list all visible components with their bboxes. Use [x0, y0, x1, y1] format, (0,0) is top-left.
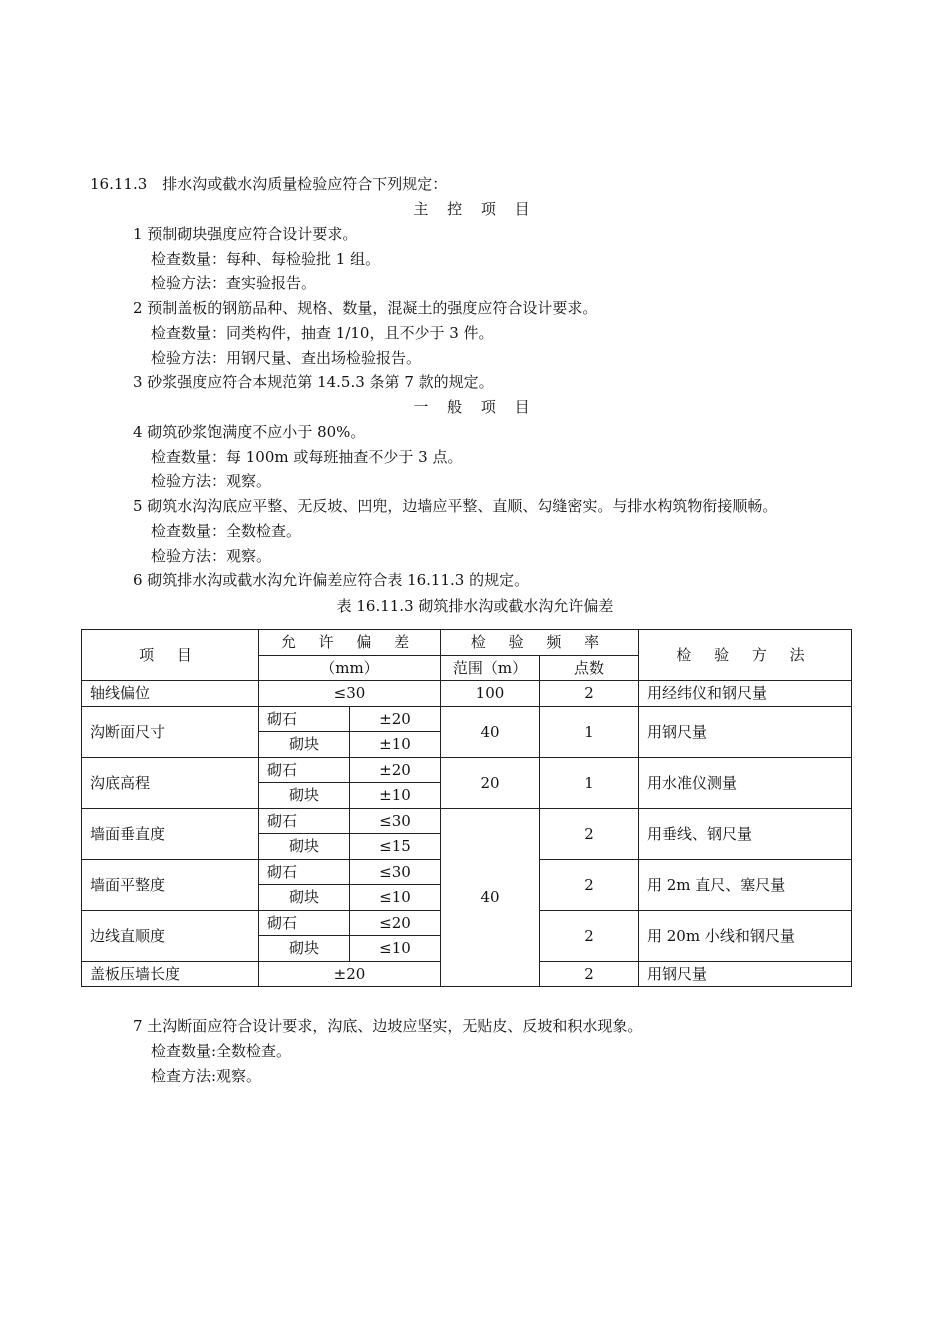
header-tolerance-unit: （mm） [259, 655, 441, 681]
row-sub-tolerance: ≤10 [350, 885, 441, 911]
row-range-shared: 40 [441, 808, 540, 987]
row-item: 墙面平整度 [82, 859, 259, 910]
row-item: 盖板压墙长度 [82, 961, 259, 987]
row-sub-type: 砌石 [259, 757, 350, 783]
row-sub-tolerance: ≤20 [350, 910, 441, 936]
row-sub-type: 砌块 [259, 936, 350, 962]
header-tolerance: 允 许 偏 差 [259, 630, 441, 656]
row-method: 用钢尺量 [639, 961, 852, 987]
header-method: 检 验 方 法 [639, 630, 852, 681]
header-points: 点数 [540, 655, 639, 681]
row-sub-tolerance: ±10 [350, 732, 441, 758]
row-range: 100 [441, 681, 540, 707]
row-item: 沟底高程 [82, 757, 259, 808]
row-sub-tolerance: ±10 [350, 783, 441, 809]
row-sub-type: 砌块 [259, 732, 350, 758]
row-points: 2 [540, 681, 639, 707]
table-row [82, 757, 852, 783]
row-item: 沟断面尺寸 [82, 706, 259, 757]
item-2-qty: 检查数量：同类构件，抽查 1/10，且不少于 3 件。 [151, 324, 494, 342]
table-row [82, 681, 852, 707]
row-tolerance: ≤30 [259, 681, 441, 707]
row-sub-tolerance: ≤15 [350, 834, 441, 860]
row-method: 用钢尺量 [639, 706, 852, 757]
row-method: 用水准仪测量 [639, 757, 852, 808]
row-item: 墙面垂直度 [82, 808, 259, 859]
item-5-method: 检验方法：观察。 [151, 547, 272, 565]
row-sub-type: 砌块 [259, 783, 350, 809]
item-7-qty: 检查数量:全数检查。 [151, 1042, 292, 1060]
table-row [82, 706, 852, 732]
section-heading: 16.11.3 排水沟或截水沟质量检验应符合下列规定： [90, 175, 448, 193]
header-frequency: 检 验 频 率 [441, 630, 639, 656]
item-1-method: 检验方法：查实验报告。 [151, 274, 317, 292]
row-sub-tolerance: ≤10 [350, 936, 441, 962]
row-sub-type: 砌块 [259, 834, 350, 860]
row-sub-tolerance: ≤30 [350, 859, 441, 885]
item-7-method: 检查方法:观察。 [151, 1067, 262, 1085]
row-points: 2 [540, 961, 639, 987]
row-method: 用 20m 小线和钢尺量 [639, 910, 852, 961]
row-method: 用经纬仪和钢尺量 [639, 681, 852, 707]
table-row [82, 808, 852, 834]
row-sub-type: 砌石 [259, 706, 350, 732]
row-method: 用垂线、钢尺量 [639, 808, 852, 859]
item-5-qty: 检查数量：全数检查。 [151, 522, 302, 540]
item-7-text: 7 土沟断面应符合设计要求，沟底、边坡应坚实，无贴皮、反坡和积水现象。 [133, 1017, 643, 1035]
row-sub-tolerance: ≤30 [350, 808, 441, 834]
table-caption: 表 16.11.3 砌筑排水沟或截水沟允许偏差 [336, 597, 614, 615]
row-item: 轴线偏位 [82, 681, 259, 707]
row-points: 2 [540, 808, 639, 859]
item-5-text: 5 砌筑水沟沟底应平整、无反坡、凹兜，边墙应平整、直顺、勾缝密实。与排水构筑物衔接顺畅。 [133, 497, 778, 515]
row-sub-type: 砌石 [259, 859, 350, 885]
item-2-method: 检验方法：用钢尺量、查出场检验报告。 [151, 349, 422, 367]
row-points: 2 [540, 859, 639, 910]
item-2-text: 2 预制盖板的钢筋品种、规格、数量，混凝土的强度应符合设计要求。 [133, 299, 598, 317]
row-method: 用 2m 直尺、塞尺量 [639, 859, 852, 910]
row-range: 40 [441, 706, 540, 757]
row-points: 1 [540, 706, 639, 757]
general-items-title: 一 般 项 目 [413, 398, 537, 416]
item-1-qty: 检查数量：每种、每检验批 1 组。 [151, 250, 381, 268]
row-points: 2 [540, 910, 639, 961]
row-tolerance: ±20 [259, 961, 441, 987]
row-sub-type: 砌块 [259, 885, 350, 911]
row-sub-type: 砌石 [259, 808, 350, 834]
row-sub-tolerance: ±20 [350, 757, 441, 783]
header-range: 范围（m） [441, 655, 540, 681]
row-range: 20 [441, 757, 540, 808]
item-4-method: 检验方法：观察。 [151, 472, 272, 490]
row-sub-type: 砌石 [259, 910, 350, 936]
row-sub-tolerance: ±20 [350, 706, 441, 732]
item-4-text: 4 砌筑砂浆饱满度不应小于 80%。 [133, 423, 366, 441]
row-points: 1 [540, 757, 639, 808]
row-item: 边线直顺度 [82, 910, 259, 961]
tolerance-table [81, 629, 852, 987]
item-4-qty: 检查数量：每 100m 或每班抽查不少于 3 点。 [151, 448, 463, 466]
header-item: 项 目 [82, 630, 259, 681]
item-6-text: 6 砌筑排水沟或截水沟允许偏差应符合表 16.11.3 的规定。 [133, 571, 530, 589]
item-3-text: 3 砂浆强度应符合本规范第 14.5.3 条第 7 款的规定。 [133, 373, 494, 391]
item-1-text: 1 预制砌块强度应符合设计要求。 [133, 225, 358, 243]
main-items-title: 主 控 项 目 [413, 200, 537, 218]
